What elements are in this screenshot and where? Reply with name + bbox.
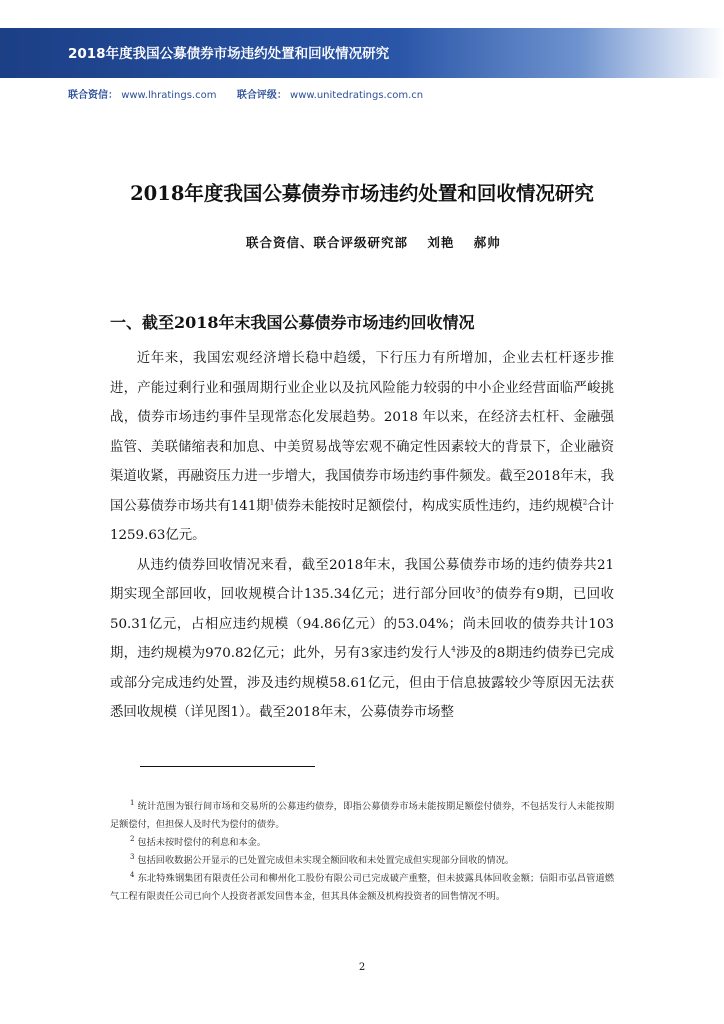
paragraph-2: 从违约债券回收情况来看，截至2018年末，我国公募债券市场的违约债券共21期实现全部回收，回收规模合计135.34亿元；进行部分回收$^3$的债券有9期，已回收50.31亿元，占相应违约规模（94.86亿元）的53.04%；尚未回收的债券共计103期，违约规模为970.82亿元；此外，另有3家违约发行人$^4$涉及的8期违约债券已完成或部分完成违约处置，涉及违约规模58.61亿元，但由于信息披露较少等原因无法获悉回收规模（详见图1）。截至2018年末，公募债券市场整 (110, 557, 614, 720)
paragraph-1: 近年来，我国宏观经济增长稳中趋缓，下行压力有所增加，企业去杠杆逐步推进，产能过剩行业和强周期行业企业以及抗风险能力较弱的中小企业经营面临严峻挑战，债券市场违约事件呈现常态化发展趋势。2018 年以来，在经济去杠杆、金融强监管、美联储缩表和加息、中美贸易战等宏观不确定性因素较大的背景下，企业融资渠道收紧，再融资压力进一步增大，我国债券市场违约事件频发。截至2018年末，我国公募债券市场共有141期$^1$债券未能按时足额偿付，构成实质性违约，违约规模$^2$合计1259.63亿元。 (110, 351, 615, 543)
footnote-2: $^2$ 包括未按时偿付的利息和本金。 (130, 834, 267, 848)
authors-line (246, 233, 515, 251)
author-org: 联合资信、联合评级研究部 (246, 235, 409, 250)
footnote-1: $^1$ 统计范围为银行间市场和交易所的公募违约债券，即指公募债券市场未能按期足额偿付债券，不包括发行人未能按期足额偿付，但担保人及时代为偿付的债券。 (110, 798, 615, 830)
footnote-4: $^4$ 东北特殊钢集团有限责任公司和柳州化工股份有限公司已完成破产重整，但未披露具体回收金额；信阳市弘昌管道燃气工程有限责任公司已向个人投资者派发回售本金，但其具体金额及机构投资者的回售情况不明。 (110, 870, 615, 902)
footnote-ref-4[interactable]: 4 (451, 645, 456, 654)
link-lhratings[interactable]: www.lhratings.com (121, 90, 217, 101)
link-label-lianhe-zixin: 联合资信： (68, 90, 118, 101)
link-unitedratings[interactable]: www.unitedratings.com.cn (290, 90, 424, 101)
footnote-ref-1[interactable]: 1 (269, 498, 275, 507)
author-name-2: 郝帅 (473, 235, 501, 250)
header-links (68, 86, 423, 101)
footnotes (110, 798, 614, 906)
section-heading: 一、截至2018年末我国公募债券市场违约回收情况 (110, 313, 475, 332)
author-name-1: 刘艳 (427, 235, 455, 250)
body-text (110, 344, 614, 728)
page-number: 2 (358, 962, 366, 973)
footnote-ref-2[interactable]: 2 (582, 498, 588, 507)
link-label-lianhe-pingji: 联合评级： (236, 90, 287, 101)
header-title: 2018年度我国公募债券市场违约处置和回收情况研究 (68, 46, 390, 62)
footnote-divider (140, 766, 315, 767)
document-title: 2018年度我国公募债券市场违约处置和回收情况研究 (130, 182, 594, 205)
header-banner (0, 28, 724, 78)
footnote-ref-3[interactable]: 3 (475, 586, 481, 595)
footnote-3: $^3$ 包括回收数据公开显示的已处置完成但未实现全额回收和未处置完成但实现部分回收的情况。 (130, 852, 515, 866)
